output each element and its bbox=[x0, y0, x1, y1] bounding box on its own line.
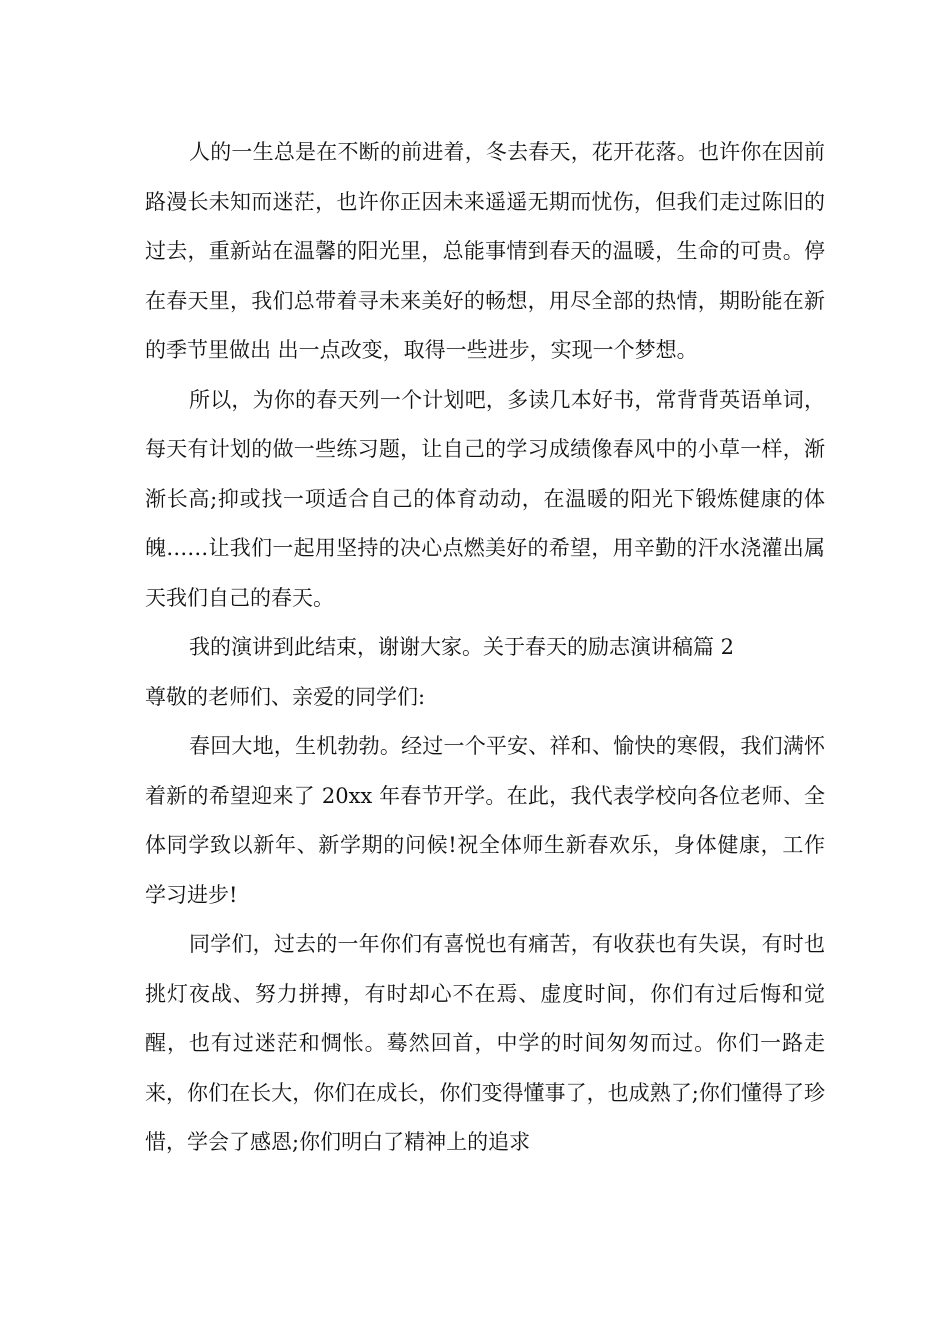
paragraph-new-semester: 春回大地，生机勃勃。经过一个平安、祥和、愉快的寒假，我们满怀着新的希望迎来了 20xx 年春节开学。在此，我代表学校向各位老师、全体同学致以新年、新学期的问候!祝全体师生新春欢乐，身体健康，工作学习进步! bbox=[145, 734, 825, 907]
paragraph-speech-end: 我的演讲到此结束，谢谢大家。关于春天的励志演讲稿篇 2 bbox=[189, 635, 735, 659]
paragraph-greeting: 尊敬的老师们、亲爱的同学们: bbox=[145, 684, 426, 709]
paragraph-spring-life: 人的一生总是在不断的前进着，冬去春天，花开花落。也许你在因前路漫长未知而迷茫，也许你正因未来遥遥无期而忧伤，但我们走过陈旧的过去，重新站在温馨的阳光里，总能事情到春天的温暖，生命的可贵。停在春天里，我们总带着寻未来美好的畅想，用尽全部的热情，期盼能在新的季节里做出 出一点改变，取得一些进步，实现一个梦想。 bbox=[145, 140, 825, 362]
paragraph-spring-plan: 所以，为你的春天列一个计划吧，多读几本好书，常背背英语单词，每天有计划的做一些练习题，让自己的学习成绩像春风中的小草一样，渐渐长高;抑或找一项适合自己的体育动动，在温暖的阳光下锻炼健康的体魄……让我们一起用坚持的决心点燃美好的希望，用辛勤的汗水浇灌出属天我们自己的春天。 bbox=[145, 387, 825, 610]
paragraph-students-reflection: 同学们，过去的一年你们有喜悦也有痛苦，有收获也有失误，有时也挑灯夜战、努力拼搏，有时却心不在焉、虚度时间，你们有过后悔和觉醒，也有过迷茫和惆怅。蓦然回首，中学的时间匆匆而过。你们一路走来，你们在长大，你们在成长，你们变得懂事了，也成熟了;你们懂得了珍惜，学会了感恩;你们明白了精神上的追求 bbox=[145, 932, 825, 1154]
document-body bbox=[145, 128, 825, 1168]
